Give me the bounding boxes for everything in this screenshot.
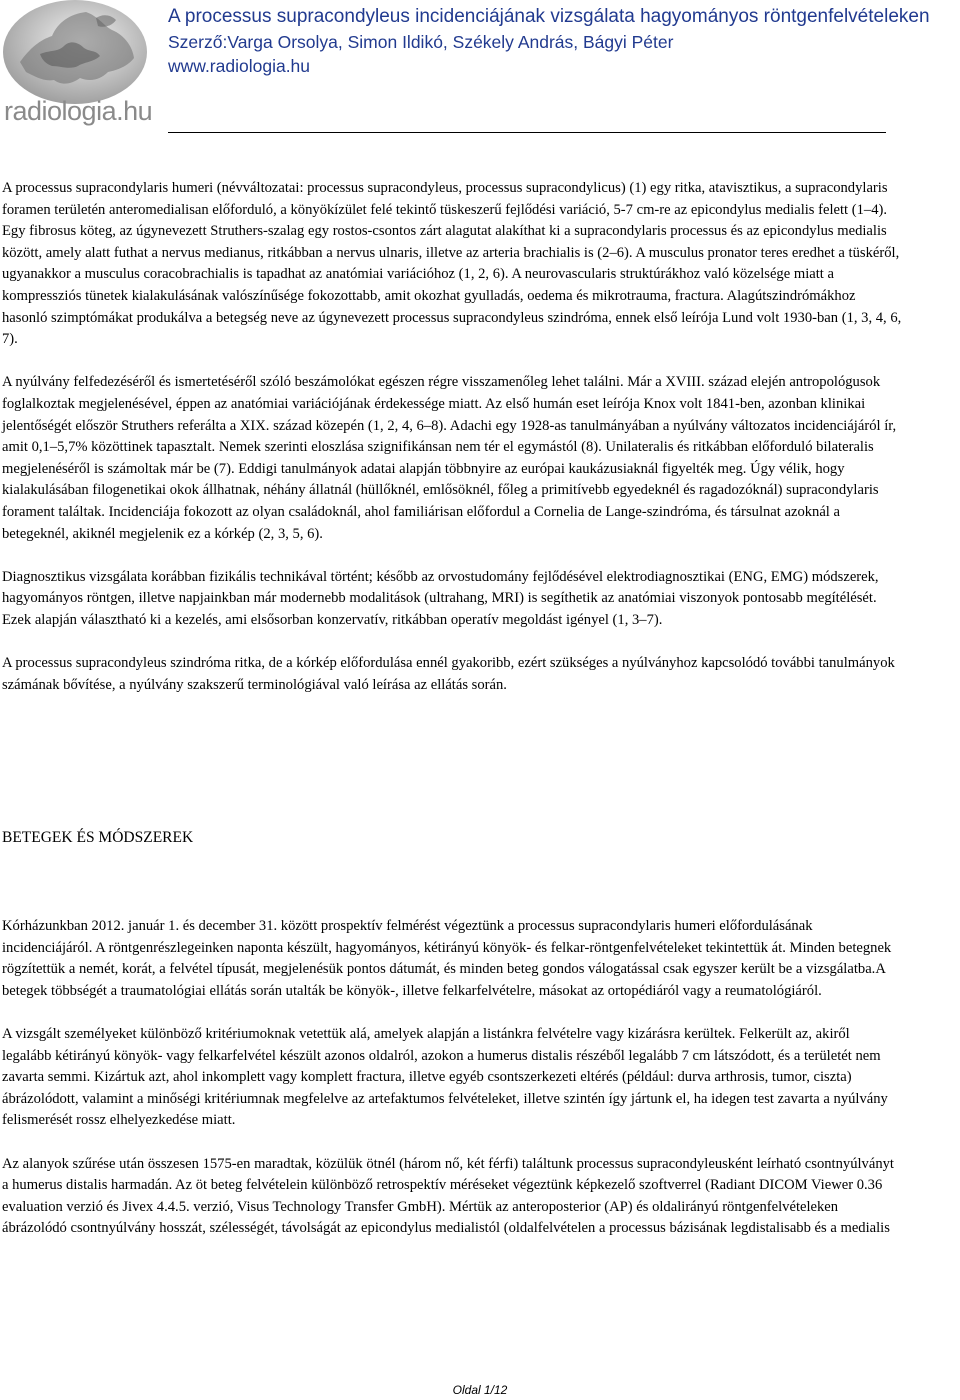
header-divider [168,132,886,133]
paragraph: Az alanyok szűrése után összesen 1575-en maradtak, közülük ötnél (három nő, két férfi) találtunk processus supracondyleusként leírható csontnyúlványt a humerus distalis harmadán. Az öt beteg felvételein különböző retrospektív méréseket végeztünk képkezelő szoftverrel (Radiant DICOM Viewer 0.36 evaluation verzió és Jivex 4.4.5. verzió, Visus Technology Transfer GmbH). Mértük az anteroposterior (AP) és oldalirányú röntgenfelvételeken ábrázolódó csontnyúlvány hosszát, szélességét, távolságát az epicondylus medialistól (oldalfelvételen a processus bázisának legdistalisabb és a medialis [2,1155,894,1237]
paragraph: A processus supracondyleus szindróma ritka, de a kórkép előfordulása ennél gyakoribb, ezért szükséges a nyúlványhoz kapcsolódó további tanulmányok számának bővítése, a nyúlvány szakszerű terminológiával való leírása az ellátás során. [2,655,895,693]
paragraph: A nyúlvány felfedezéséről és ismertetéséről szóló beszámolókat egészen régre visszamenőleg lehet találni. Már a XVIII. század elején antropológusok foglalkoztak megjelenésével, éppen az anatómiai variációjának érdekessége miatt. Az első humán eset leírója Knox volt 1841-ben, azonban klinikai jelentőségét először Struthers referálta a XIX. század közepén (1, 2, 4, 6–8). Adachi egy 1928-as tanulmányában a nyúlvány változatos incidenciájáról ír, amit 0,1–5,7% közöttinek tapasztalt. Nemek szerinti eloszlása szignifikánsan nem tér el egymástól (8). Unilateralis és ritkábban előforduló bilateralis megjelenéséről is számoltak már be (7). Eddigi tanulmányok adatai alapján többnyire az európai kaukázusiaknál figyelték meg. Úgy vélik, hogy kialakulásában filogenetikai okok állhatnak, néhány állatnál (hüllőknél, emlősöknél, főleg a primitívebb egyedeknél és ragadozóknál) supracondylaris forament találtak. Incidenciája fokozott az olyan családoknál, ahol familiárisan előfordul a Cornelia de Lange-szindróma, és társulnat azoknál a betegeknél, akiknél megjelenik ez a kórkép (2, 3, 5, 6). [2,374,897,542]
radiologia-logo [0,0,153,132]
article-body [2,178,902,718]
logo-text: radiologia.hu [4,96,153,126]
website-link[interactable]: www.radiologia.hu [168,56,311,76]
document-title: A processus supracondyleus incidenciájának vizsgálata hagyományos röntgenfelvételeken [168,6,930,27]
paragraph: Kórházunkban 2012. január 1. és december 31. között prospektív felmérést végeztünk a processus supracondylaris humeri előfordulásának incidenciájáról. A röntgenrészlegeinken naponta készült, hagyományos, kétirányú könyök- és felkar-röntgenfelvételeket tekintettük át. Minden betegnek rögzítettük a nemét, korát, a felvétel típusát, megjelenésük pontos dátumát, és minden beteg gondos válogatással csak egyszer került be a vizsgálatba.A betegek többségét a traumatológiai ellátás során utalták be könyök-, illetve felkarfelvételre, másokat az ortopédiáról vagy a reumatológiáról. [2,918,892,999]
article-body-methods [2,916,902,1262]
paragraph: A processus supracondylaris humeri (névváltozatai: processus supracondyleus, processus supracondylicus) (1) egy ritka, atavisztikus, a supracondylaris foramen területén anteromedialisan előforduló, a könyökízület felé tekintő tüskeszerű fejlődési variáció, 5-7 cm-re az epicondylus medialis felett (1–4). Egy fibrosus köteg, az úgynevezett Struthers-szalag egy rostos-csontos zárt alagutat alakíthat ki a supracondylaris processus és az epicondylus medialis között, amely alatt futhat a nervus medianus, ritkábban a nervus ulnaris, illetve az arteria brachialis is (2–6). A musculus pronator teres eredhet a tüskéről, ugyanakkor a musculus coracobrachialis is tapadhat az anatómiai variációhoz (1, 2, 6). A neurovascularis struktúrákhoz való közelsége miatt a kompressziós tünetek kialakulásának valószínűsége fokozottabb, amit okozhat gyulladás, oedema és mikrotrauma, fractura. Alagútszindrómákhoz hasonló szimptómákat produkálva a betegség neve az úgynevezett processus supracondyleus szindróma, ennek első leírója Lund volt 1930-ban (1, 3, 4, 6, 7). [2,180,902,348]
section-heading: BETEGEK ÉS MÓDSZEREK [2,829,194,846]
paragraph: Diagnosztikus vizsgálata korábban fizikális technikával történt; később az orvostudomány fejlődésével elektrodiagnosztikai (ENG, EMG) módszerek, hagyományos röntgen, illetve napjainkban már modernebb modalitások (ultrahang, MRI) is segíthetik az anatómiai viszonyok pontosabb megítélését. Ezek alapján választható ki a kezelés, ami elsősorban konzervatív, ritkábban operatív megoldást igényel (1, 3–7). [2,568,879,628]
document-header [168,4,960,78]
document-authors: Szerző:Varga Orsolya, Simon Ildikó, Székely András, Bágyi Péter [168,32,674,52]
paragraph: A vizsgált személyeket különböző kritériumoknak vetettük alá, amelyek alapján a listánkra felvételre vagy kizárásra kerültek. Felkerült az, akiről legalább kétirányú könyök- vagy felkarfelvétel készült azonos oldalról, azokon a humerus distalis részéből legalább 7 cm látszódott, és a területét nem zavarta semmi. Kizártuk azt, ahol inkomplett vagy komplett fractura, illetve egyéb csontszerkezeti eltérés (például: durva arthrosis, tumor, ciszta) ábrázolódott, valamint a minőségi kritériumnak megfelelve az artefaktumos felvételeket, illetve szintén így jártunk el, ha idegen test zavarta a nyúlvány felismerését rossz elhelyezkedése miatt. [2,1025,888,1129]
page-number: Oldal 1/12 [452,1383,508,1397]
